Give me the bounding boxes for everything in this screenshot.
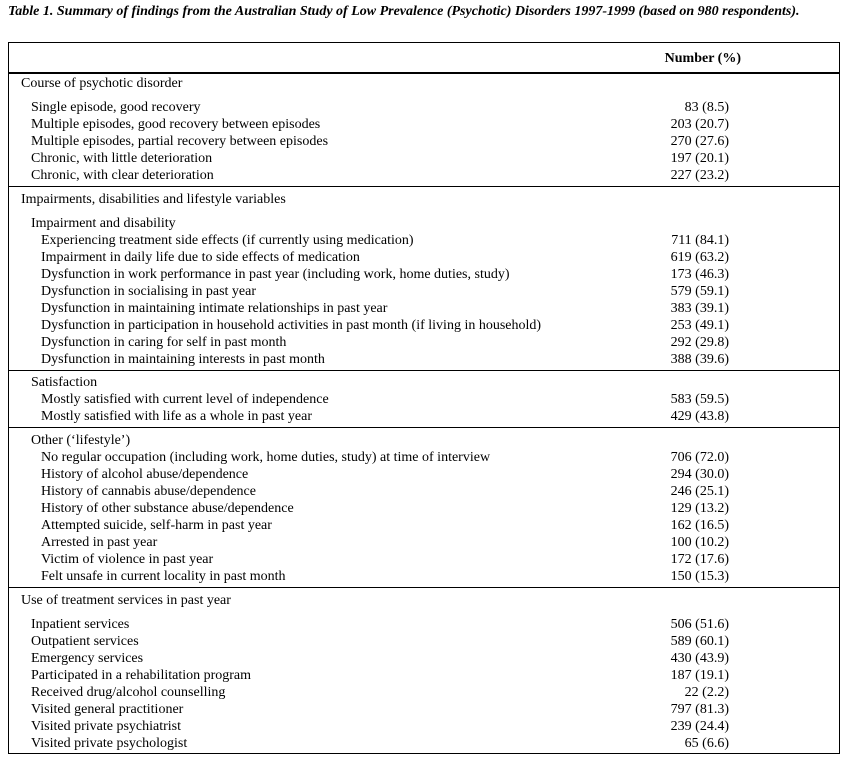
subsection-heading-row bbox=[9, 374, 839, 391]
row-label: Received drug/alcohol counselling bbox=[31, 685, 226, 700]
row-label: Outpatient services bbox=[31, 634, 139, 649]
table-row bbox=[9, 517, 839, 534]
row-value: 65 (6.6) bbox=[684, 736, 729, 751]
row-value: 173 (46.3) bbox=[670, 267, 729, 282]
row-value: 203 (20.7) bbox=[670, 117, 729, 132]
row-value: 239 (24.4) bbox=[670, 719, 729, 734]
row-value: 227 (23.2) bbox=[670, 168, 729, 183]
row-label: Participated in a rehabilitation program bbox=[31, 668, 252, 683]
table-row bbox=[9, 266, 839, 283]
row-value: 506 (51.6) bbox=[670, 617, 729, 632]
row-value: 162 (16.5) bbox=[670, 518, 729, 533]
table-row bbox=[9, 232, 839, 249]
subsection-heading-row bbox=[9, 432, 839, 449]
row-label: Chronic, with little deterioration bbox=[31, 151, 213, 166]
section-divider bbox=[9, 186, 839, 187]
row-label: Satisfaction bbox=[31, 375, 98, 390]
subsection-heading-row bbox=[9, 215, 839, 232]
row-value: 129 (13.2) bbox=[670, 501, 729, 516]
table-row bbox=[9, 449, 839, 466]
row-label: Dysfunction in socialising in past year bbox=[41, 284, 257, 299]
row-value: 292 (29.8) bbox=[670, 335, 729, 350]
table-row bbox=[9, 116, 839, 133]
row-value: 172 (17.6) bbox=[670, 552, 729, 567]
subsection-divider bbox=[9, 370, 839, 371]
row-value: 583 (59.5) bbox=[670, 392, 729, 407]
row-label: Attempted suicide, self-harm in past year bbox=[41, 518, 272, 533]
row-label: Mostly satisfied with current level of independence bbox=[41, 392, 329, 407]
table-row bbox=[9, 408, 839, 425]
row-value: 619 (63.2) bbox=[670, 250, 729, 265]
row-value: 100 (10.2) bbox=[670, 535, 729, 550]
row-label: Arrested in past year bbox=[41, 535, 158, 550]
row-value: 579 (59.1) bbox=[670, 284, 729, 299]
row-label: Victim of violence in past year bbox=[41, 552, 214, 567]
section-heading-row bbox=[9, 191, 839, 208]
row-label: Inpatient services bbox=[31, 617, 130, 632]
row-label: Impairment in daily life due to side effects of medication bbox=[41, 250, 360, 265]
row-value: 270 (27.6) bbox=[670, 134, 729, 149]
row-label: Impairment and disability bbox=[31, 216, 176, 231]
row-label: History of cannabis abuse/dependence bbox=[41, 484, 256, 499]
row-label: Dysfunction in participation in household activities in past month (if living in household) bbox=[41, 318, 542, 333]
row-label: Chronic, with clear deterioration bbox=[31, 168, 214, 183]
row-label: Felt unsafe in current locality in past month bbox=[41, 569, 286, 584]
table-row bbox=[9, 684, 839, 701]
row-label: Single episode, good recovery bbox=[31, 100, 201, 115]
table-row bbox=[9, 718, 839, 735]
row-label: Mostly satisfied with life as a whole in past year bbox=[41, 409, 312, 424]
row-label: Impairments, disabilities and lifestyle variables bbox=[21, 192, 286, 207]
table-row bbox=[9, 633, 839, 650]
row-value: 711 (84.1) bbox=[671, 233, 729, 248]
findings-table bbox=[8, 42, 840, 754]
row-value: 429 (43.8) bbox=[670, 409, 729, 424]
column-header-number: Number (%) bbox=[664, 51, 741, 66]
row-value: 246 (25.1) bbox=[670, 484, 729, 499]
row-value: 150 (15.3) bbox=[670, 569, 729, 584]
row-value: 797 (81.3) bbox=[670, 702, 729, 717]
row-label: Dysfunction in maintaining intimate relationships in past year bbox=[41, 301, 388, 316]
table-row bbox=[9, 534, 839, 551]
row-label: Dysfunction in caring for self in past month bbox=[41, 335, 287, 350]
row-value: 294 (30.0) bbox=[670, 467, 729, 482]
row-label: History of alcohol abuse/dependence bbox=[41, 467, 249, 482]
section-heading-row bbox=[9, 75, 839, 92]
table-row bbox=[9, 300, 839, 317]
row-label: Visited private psychiatrist bbox=[31, 719, 182, 734]
row-label: Dysfunction in maintaining interests in past month bbox=[41, 352, 325, 367]
row-value: 197 (20.1) bbox=[670, 151, 729, 166]
table-row bbox=[9, 701, 839, 718]
row-value: 383 (39.1) bbox=[670, 301, 729, 316]
table-row bbox=[9, 391, 839, 408]
table-row bbox=[9, 249, 839, 266]
row-label: Experiencing treatment side effects (if currently using medication) bbox=[41, 233, 414, 248]
section-divider bbox=[9, 587, 839, 588]
table-row bbox=[9, 99, 839, 116]
row-label: Course of psychotic disorder bbox=[21, 76, 183, 91]
table-row bbox=[9, 167, 839, 184]
table-row bbox=[9, 334, 839, 351]
table-row bbox=[9, 616, 839, 633]
table-row bbox=[9, 568, 839, 585]
subsection-divider bbox=[9, 427, 839, 428]
table-row bbox=[9, 551, 839, 568]
row-value: 706 (72.0) bbox=[670, 450, 729, 465]
table-row bbox=[9, 150, 839, 167]
row-label: Visited private psychologist bbox=[31, 736, 188, 751]
table-row bbox=[9, 500, 839, 517]
row-label: Emergency services bbox=[31, 651, 144, 666]
table-row bbox=[9, 351, 839, 368]
table-header bbox=[9, 43, 839, 74]
row-label: Multiple episodes, partial recovery between episodes bbox=[31, 134, 329, 149]
row-value: 589 (60.1) bbox=[670, 634, 729, 649]
table-row bbox=[9, 466, 839, 483]
table-row bbox=[9, 735, 839, 752]
row-value: 83 (8.5) bbox=[684, 100, 729, 115]
table-row bbox=[9, 650, 839, 667]
table-row bbox=[9, 133, 839, 150]
row-value: 388 (39.6) bbox=[670, 352, 729, 367]
row-label: Other (‘lifestyle’) bbox=[31, 433, 131, 448]
row-label: Visited general practitioner bbox=[31, 702, 184, 717]
row-label: Multiple episodes, good recovery between episodes bbox=[31, 117, 321, 132]
table-row bbox=[9, 483, 839, 500]
table-row bbox=[9, 317, 839, 334]
table-row bbox=[9, 667, 839, 684]
row-value: 430 (43.9) bbox=[670, 651, 729, 666]
row-label: Use of treatment services in past year bbox=[21, 593, 231, 608]
section-heading-row bbox=[9, 592, 839, 609]
row-label: History of other substance abuse/dependence bbox=[41, 501, 294, 516]
row-label: Dysfunction in work performance in past year (including work, home duties, study) bbox=[41, 267, 510, 282]
row-value: 187 (19.1) bbox=[670, 668, 729, 683]
row-value: 253 (49.1) bbox=[670, 318, 729, 333]
row-label: No regular occupation (including work, home duties, study) at time of interview bbox=[41, 450, 491, 465]
row-value: 22 (2.2) bbox=[684, 685, 729, 700]
table-row bbox=[9, 283, 839, 300]
table-caption: Table 1. Summary of findings from the Australian Study of Low Prevalence (Psychotic) Disorders 1997-1999 (based on 980 respondents). bbox=[8, 4, 800, 19]
